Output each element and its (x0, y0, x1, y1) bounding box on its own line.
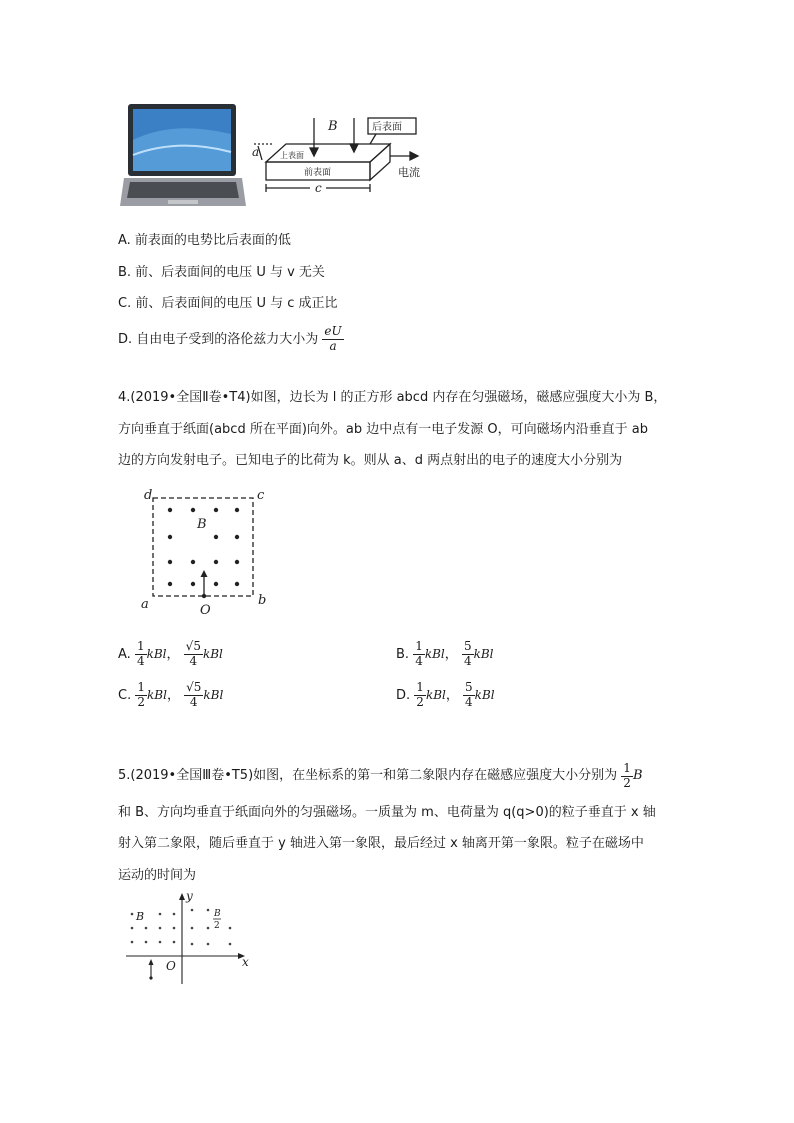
q4-option-b (396, 640, 494, 669)
numerator: 5 (463, 639, 472, 653)
denominator: 4 (415, 653, 423, 668)
separator: ， (444, 646, 458, 662)
kBl: kBl (203, 687, 224, 702)
q4-figure (136, 486, 276, 618)
label-B-field: B (197, 517, 207, 532)
corner-c: c (257, 488, 265, 503)
kBl: kBl (474, 687, 495, 702)
q5-stem-line1 (118, 762, 643, 791)
denominator: 4 (189, 694, 198, 709)
q5-frac-B: B (632, 767, 643, 783)
q4-option-a (118, 640, 223, 669)
q3-option-d-fraction (322, 325, 343, 354)
denominator: 2 (137, 694, 145, 709)
q5-stem-line2: 和 B、方向均垂直于纸面向外的匀强磁场。一质量为 m、电荷量为 q(q>0)的粒子垂直于 x 轴 (118, 805, 656, 820)
denominator: 4 (465, 694, 473, 709)
q4-stem-line1: 4.(2019•全国Ⅱ卷•T4)如图，边长为 l 的正方形 abcd 内存在匀强磁场，磁感应强度大小为 B， (118, 390, 667, 405)
corner-b: b (258, 593, 267, 608)
fraction (413, 640, 425, 669)
q4-option-d (396, 681, 495, 710)
particle-arrow-icon (149, 959, 154, 980)
label-x-axis: x (242, 955, 249, 969)
label-origin: O (166, 959, 176, 973)
q4-option-a-letter: A. (118, 646, 131, 662)
q3-option-d (118, 325, 344, 354)
numerator: √5 (185, 639, 201, 653)
denominator: 4 (136, 653, 145, 668)
q5-stem-line1-text: 5.(2019•全国Ⅲ卷•T5)如图，在坐标系的第一和第二象限内存在磁感应强度大小分别为 (118, 767, 618, 783)
field-dots-quadrant-1 (191, 909, 232, 946)
label-O: O (200, 603, 211, 618)
separator: ， (166, 687, 180, 703)
q3-option-d-numerator: eU (324, 324, 342, 338)
square-field-diagram (136, 486, 276, 618)
laptop-image (120, 104, 246, 206)
kBl: kBl (425, 687, 446, 702)
q4-option-b-letter: B. (396, 646, 410, 662)
q3-option-d-denominator: a (329, 338, 337, 353)
label-B-half-num: B (214, 909, 221, 919)
corner-d: d (144, 488, 153, 503)
numerator: 5 (465, 680, 473, 694)
q3-option-c: C. 前、后表面间的电压 U 与 c 成正比 (118, 296, 338, 311)
fraction (135, 681, 147, 710)
q4-option-c (118, 681, 223, 710)
coordinate-field-diagram (124, 890, 252, 986)
q4-option-c-letter: C. (118, 687, 132, 703)
velocity-arrow-icon (201, 570, 208, 594)
numerator: 1 (137, 680, 145, 694)
kBl: kBl (147, 687, 167, 702)
numerator: 1 (415, 639, 423, 653)
fraction (184, 640, 203, 669)
label-B: B (328, 119, 338, 134)
label-back-surface: 后表面 (372, 122, 402, 133)
kBl: kBl (424, 646, 445, 661)
label-top-surface: 上表面 (280, 151, 304, 160)
q4-stem-line2: 方向垂直于纸面(abcd 所在平面)向外。ab 边中点有一电子发源 O，可向磁场内沿垂直于 ab (118, 422, 648, 437)
fraction (135, 640, 147, 669)
label-y-axis: y (186, 890, 193, 903)
label-c: c (315, 181, 322, 195)
q3-option-d-text: D. 自由电子受到的洛伦兹力大小为 (118, 331, 319, 347)
q4-stem-line3: 边的方向发射电子。已知电子的比荷为 k。则从 a、d 两点射出的电子的速度大小分别为 (118, 453, 623, 468)
label-current: 电流 (398, 166, 420, 179)
kBl: kBl (202, 646, 223, 661)
denominator: 2 (623, 775, 631, 790)
q5-fraction (621, 762, 633, 791)
q3-option-a: A. 前表面的电势比后表面的低 (118, 233, 291, 248)
kBl: kBl (146, 646, 167, 661)
fraction (462, 640, 474, 669)
hall-effect-diagram (118, 100, 428, 212)
q4-option-d-letter: D. (396, 687, 411, 703)
kBl: kBl (473, 646, 494, 661)
numerator: √5 (186, 680, 202, 694)
fraction (414, 681, 426, 710)
denominator: 4 (189, 653, 198, 668)
numerator: 1 (136, 639, 145, 653)
denominator: 2 (416, 694, 424, 709)
label-front-surface: 前表面 (304, 168, 332, 178)
numerator: 1 (416, 680, 424, 694)
q5-stem-line4: 运动的时间为 (118, 868, 197, 883)
label-a: a (252, 145, 260, 159)
label-B-q2: B (136, 910, 145, 923)
label-B-half-den: 2 (214, 921, 220, 931)
numerator: 1 (623, 761, 631, 775)
q5-figure (124, 890, 252, 986)
q5-stem-line3: 射入第二象限，随后垂直于 y 轴进入第一象限，最后经过 x 轴离开第一象限。粒子在磁场中 (118, 836, 644, 851)
fraction (184, 681, 203, 710)
corner-a: a (141, 597, 149, 612)
fraction (463, 681, 475, 710)
q3-option-b: B. 前、后表面间的电压 U 与 v 无关 (118, 265, 325, 280)
separator: ， (166, 646, 180, 662)
separator: ， (445, 687, 459, 703)
denominator: 4 (463, 653, 472, 668)
figure-hall-effect (118, 100, 428, 212)
